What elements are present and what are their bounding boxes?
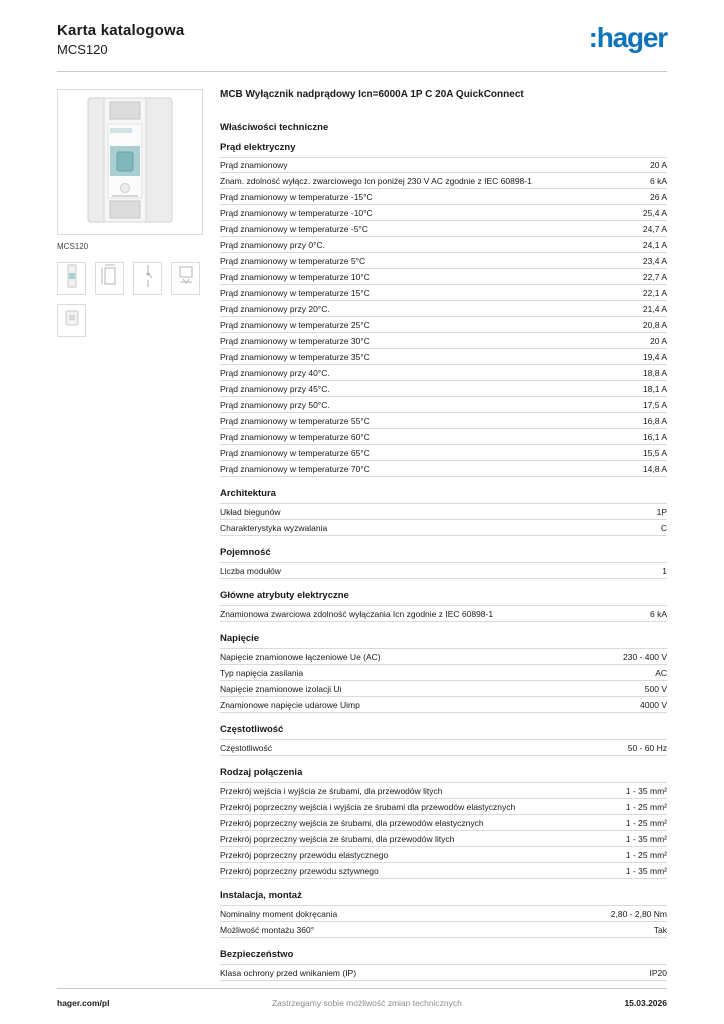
spec-value: 6 kA xyxy=(649,608,667,619)
spec-table xyxy=(220,503,667,536)
thumbnail-row-1 xyxy=(57,262,220,295)
spec-row xyxy=(220,428,667,444)
spec-table xyxy=(220,964,667,981)
product-title: MCB Wyłącznik nadprądowy Icn=6000A 1P C 20A QuickConnect xyxy=(220,89,524,100)
thumbnail-3 xyxy=(133,262,162,295)
page-header xyxy=(57,22,667,72)
section-title: Instalacja, montaż xyxy=(220,889,302,901)
spec-row xyxy=(220,300,667,316)
detail-photo-thumb-icon xyxy=(63,264,81,293)
sections xyxy=(220,142,667,981)
spec-table xyxy=(220,905,667,938)
spec-label: Prąd znamionowy w temperaturze 15°C xyxy=(220,287,370,298)
spec-row xyxy=(220,830,667,846)
spec-row xyxy=(220,519,667,535)
footer-date: 15.03.2026 xyxy=(624,998,667,1008)
dimension-drawing-thumb-icon xyxy=(101,264,119,293)
section-title: Architektura xyxy=(220,488,276,500)
spec-row xyxy=(220,157,667,173)
spec-section xyxy=(220,890,667,938)
section-title: Częstotliwość xyxy=(220,724,284,736)
spec-label: Typ napięcia zasilania xyxy=(220,667,304,678)
spec-label: Przekrój poprzeczny wejścia ze śrubami, dla przewodów elastycznych xyxy=(220,817,484,828)
mcb-product-photo-icon xyxy=(70,94,190,231)
thumbnail-5 xyxy=(57,304,86,337)
spec-value: 230 - 400 V xyxy=(623,651,667,662)
spec-table xyxy=(220,157,667,478)
spec-value: Tak xyxy=(653,924,667,935)
spec-table xyxy=(220,782,667,879)
spec-table xyxy=(220,648,667,713)
spec-row xyxy=(220,460,667,476)
spec-value: 6 kA xyxy=(649,176,667,187)
spec-label: Napięcie znamionowe izolacji Ui xyxy=(220,683,342,694)
spec-row xyxy=(220,332,667,348)
spec-value: 21,4 A xyxy=(642,303,667,314)
spec-label: Znamionowa zwarciowa zdolność wyłączania Icn zgodnie z IEC 60898-1 xyxy=(220,608,494,619)
spec-row xyxy=(220,846,667,862)
spec-row xyxy=(220,252,667,268)
spec-table xyxy=(220,562,667,579)
spec-label: Prąd znamionowy w temperaturze 60°C xyxy=(220,431,370,442)
spec-row xyxy=(220,268,667,284)
spec-row xyxy=(220,905,667,921)
spec-value: 18,8 A xyxy=(642,367,667,378)
spec-label: Przekrój poprzeczny przewodu sztywnego xyxy=(220,865,379,876)
spec-label: Prąd znamionowy xyxy=(220,160,288,171)
content xyxy=(57,89,667,988)
spec-section xyxy=(220,488,667,536)
spec-label: Prąd znamionowy przy 45°C. xyxy=(220,383,330,394)
product-code: MCS120 xyxy=(57,42,108,57)
spec-value: 14,8 A xyxy=(642,463,667,474)
spec-row xyxy=(220,172,667,188)
spec-row xyxy=(220,348,667,364)
spec-label: Prąd znamionowy w temperaturze 70°C xyxy=(220,463,370,474)
spec-row xyxy=(220,444,667,460)
spec-label: Prąd znamionowy w temperaturze -10°C xyxy=(220,208,373,219)
spec-value: 26 A xyxy=(649,192,667,203)
spec-row xyxy=(220,664,667,680)
spec-label: Przekrój wejścia i wyjścia ze śrubami, dla przewodów litych xyxy=(220,785,443,796)
spec-row xyxy=(220,782,667,798)
spec-value: 23,4 A xyxy=(642,256,667,266)
spec-label: Znam. zdolność wyłącz. zwarciowego Icn poniżej 230 V AC zgodnie z IEC 60898-1 xyxy=(220,176,532,187)
spec-row xyxy=(220,921,667,937)
spec-value: 19,4 A xyxy=(642,351,667,362)
spec-value: 1P xyxy=(656,506,667,517)
spec-value: 20 A xyxy=(649,160,667,171)
spec-label: Napięcie znamionowe łączeniowe Ue (AC) xyxy=(220,651,381,662)
thumbnail-row-2 xyxy=(57,304,220,337)
spec-value: 1 - 25 mm² xyxy=(625,817,667,828)
section-title: Pojemność xyxy=(220,547,271,559)
product-image xyxy=(57,89,203,235)
left-column xyxy=(57,89,220,988)
spec-value: 25,4 A xyxy=(642,208,667,219)
spec-label: Prąd znamionowy przy 40°C. xyxy=(220,367,330,378)
mounting-drawing-thumb-icon xyxy=(177,264,195,293)
spec-value: 24,1 A xyxy=(642,240,667,251)
spec-value: 1 - 35 mm² xyxy=(625,785,667,796)
spec-label: Prąd znamionowy w temperaturze 30°C xyxy=(220,335,370,346)
section-title: Bezpieczeństwo xyxy=(220,948,294,960)
wiring-diagram-thumb-icon xyxy=(139,264,157,293)
spec-section xyxy=(220,767,667,879)
spec-row xyxy=(220,396,667,412)
spec-row xyxy=(220,204,667,220)
spec-row xyxy=(220,284,667,300)
spec-row xyxy=(220,696,667,712)
spec-value: 1 - 35 mm² xyxy=(625,865,667,876)
spec-label: Prąd znamionowy w temperaturze 35°C xyxy=(220,351,370,362)
section-title: Napięcie xyxy=(220,633,260,645)
spec-row xyxy=(220,814,667,830)
spec-label: Prąd znamionowy w temperaturze 5°C xyxy=(220,256,366,266)
spec-value: 50 - 60 Hz xyxy=(627,742,667,753)
spec-label: Prąd znamionowy w temperaturze 10°C xyxy=(220,271,370,282)
spec-label: Przekrój poprzeczny przewodu elastycznego xyxy=(220,849,389,860)
spec-label: Prąd znamionowy w temperaturze -15°C xyxy=(220,192,373,203)
spec-label: Przekrój poprzeczny wejścia i wyjścia ze śrubami dla przewodów elastycznych xyxy=(220,801,516,812)
spec-value: 1 - 35 mm² xyxy=(625,833,667,844)
spec-value: 4000 V xyxy=(640,699,667,710)
section-title: Główne atrybuty elektryczne xyxy=(220,590,349,602)
thumbnail-4 xyxy=(171,262,200,295)
spec-row xyxy=(220,503,667,519)
thumbnail-1 xyxy=(57,262,86,295)
spec-row xyxy=(220,562,667,578)
spec-row xyxy=(220,412,667,428)
footer-disclaimer: Zastrzegamy sobie możliwość zmian technicznych xyxy=(271,998,462,1008)
spec-row xyxy=(220,798,667,814)
spec-value: 2,80 - 2,80 Nm xyxy=(610,908,667,919)
spec-value: 22,1 A xyxy=(642,287,667,298)
spec-value: 1 - 25 mm² xyxy=(625,801,667,812)
spec-value: 20,8 A xyxy=(642,319,667,330)
spec-section xyxy=(220,633,667,713)
accessory-photo-thumb-icon xyxy=(63,306,81,335)
spec-value: 22,7 A xyxy=(642,271,667,282)
spec-value: 24,7 A xyxy=(642,224,667,235)
main-column xyxy=(220,89,667,988)
spec-value: C xyxy=(660,522,667,533)
spec-value: AC xyxy=(655,667,667,678)
spec-row xyxy=(220,364,667,380)
spec-label: Przekrój poprzeczny wejścia ze śrubami, dla przewodów litych xyxy=(220,833,455,844)
footer-website-link[interactable]: hager.com/pl xyxy=(57,998,110,1008)
spec-section xyxy=(220,724,667,756)
spec-row xyxy=(220,680,667,696)
technical-properties-title: Właściwości techniczne xyxy=(220,121,329,133)
spec-section xyxy=(220,142,667,478)
spec-row xyxy=(220,964,667,980)
spec-row xyxy=(220,862,667,878)
spec-value: 1 xyxy=(662,565,667,576)
spec-label: Klasa ochrony przed wnikaniem (IP) xyxy=(220,967,357,978)
spec-value: 500 V xyxy=(644,683,667,694)
thumbnail-2 xyxy=(95,262,124,295)
spec-label: Prąd znamionowy w temperaturze 65°C xyxy=(220,447,370,458)
spec-table xyxy=(220,739,667,756)
spec-row xyxy=(220,220,667,236)
spec-value: 1 - 25 mm² xyxy=(625,849,667,860)
spec-row xyxy=(220,605,667,621)
spec-row xyxy=(220,648,667,664)
spec-table xyxy=(220,605,667,622)
spec-label: Prąd znamionowy przy 20°C. xyxy=(220,303,330,314)
hager-logo: :hager xyxy=(588,22,667,53)
spec-label: Prąd znamionowy przy 0°C. xyxy=(220,240,325,251)
spec-label: Prąd znamionowy w temperaturze -5°C xyxy=(220,224,368,235)
spec-label: Możliwość montażu 360° xyxy=(220,924,315,935)
spec-row xyxy=(220,380,667,396)
spec-label: Znamionowe napięcie udarowe Uimp xyxy=(220,699,360,710)
spec-row xyxy=(220,188,667,204)
spec-row xyxy=(220,236,667,252)
section-title: Prąd elektryczny xyxy=(220,141,296,153)
spec-section xyxy=(220,949,667,981)
spec-label: Charakterystyka wyzwalania xyxy=(220,522,328,533)
spec-row xyxy=(220,316,667,332)
document-type: Karta katalogowa xyxy=(57,22,185,39)
section-title: Rodzaj połączenia xyxy=(220,767,303,779)
spec-value: IP20 xyxy=(649,967,667,978)
spec-value: 16,1 A xyxy=(642,431,667,442)
spec-label: Układ biegunów xyxy=(220,506,281,517)
header-titles xyxy=(57,22,184,57)
spec-label: Nominalny moment dokręcania xyxy=(220,908,338,919)
spec-label: Prąd znamionowy w temperaturze 25°C xyxy=(220,319,370,330)
spec-value: 15,5 A xyxy=(642,447,667,458)
spec-label: Liczba modułów xyxy=(220,565,281,576)
spec-label: Prąd znamionowy w temperaturze 55°C xyxy=(220,415,370,426)
spec-label: Prąd znamionowy przy 50°C. xyxy=(220,399,330,410)
page-footer xyxy=(57,988,667,1008)
spec-row xyxy=(220,739,667,755)
spec-value: 18,1 A xyxy=(642,383,667,394)
spec-value: 17,5 A xyxy=(642,399,667,410)
spec-section xyxy=(220,547,667,579)
product-image-caption: MCS120 xyxy=(57,242,89,251)
spec-value: 16,8 A xyxy=(642,415,667,426)
spec-label: Częstotliwość xyxy=(220,742,272,753)
spec-section xyxy=(220,590,667,622)
spec-value: 20 A xyxy=(649,335,667,346)
